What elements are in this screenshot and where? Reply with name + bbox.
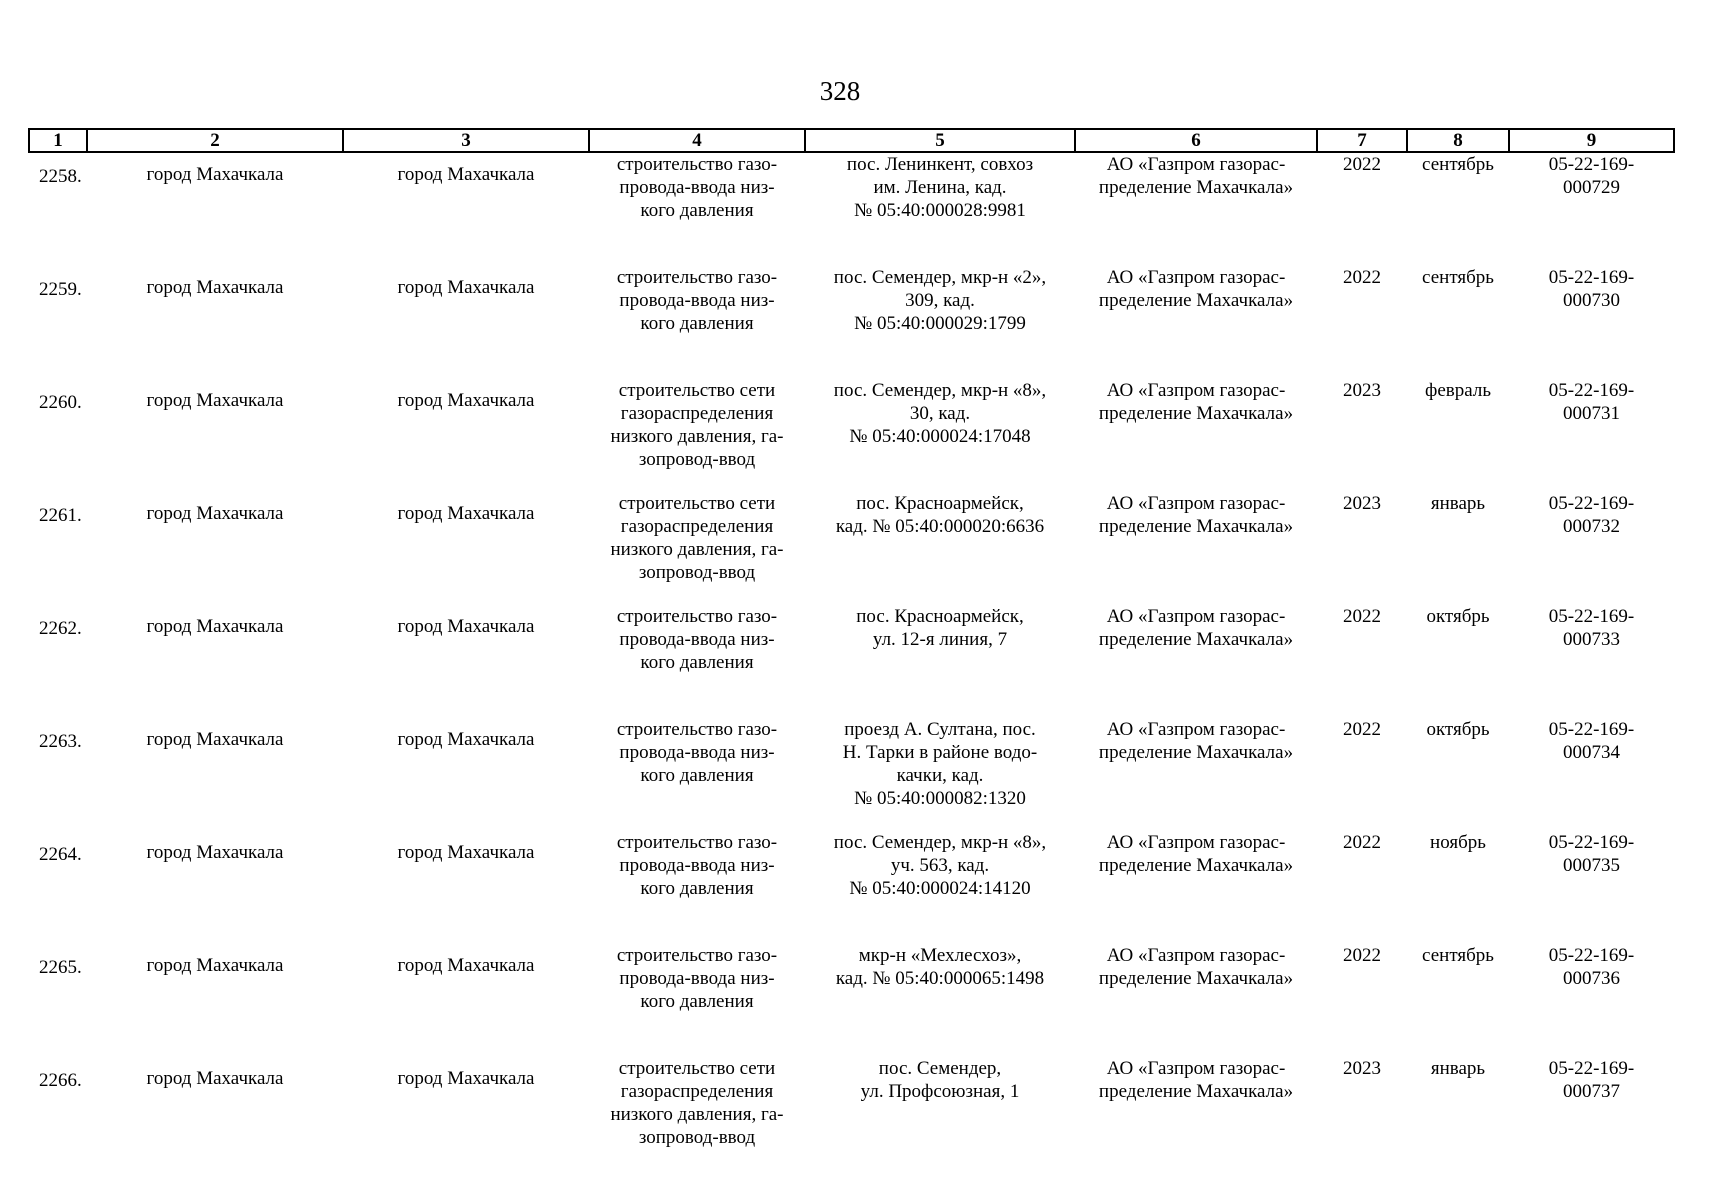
- table-row: [29, 944, 1674, 1057]
- work-description: [589, 379, 805, 492]
- object-address-line: мкр-н «Мехлесхоз»,: [858, 945, 1022, 966]
- settlement: город Махачкала: [397, 277, 535, 298]
- object-address-line: пос. Красноармейск,: [856, 493, 1024, 514]
- work-description-line: кого давления: [640, 765, 754, 786]
- column-header: 7: [1317, 129, 1407, 152]
- column-header: 8: [1407, 129, 1509, 152]
- table-row: [29, 266, 1674, 379]
- object-address-line: качки, кад.: [896, 765, 984, 786]
- row-number: 2258.: [39, 166, 82, 187]
- registry-code: [1509, 492, 1674, 605]
- column-header: 6: [1075, 129, 1317, 152]
- municipal-district: город Махачкала: [146, 503, 284, 524]
- settlement: город Махачкала: [397, 955, 535, 976]
- work-description-line: газораспределения: [620, 1081, 774, 1102]
- year: 2022: [1343, 606, 1381, 627]
- object-address-line: уч. 563, кад.: [890, 855, 990, 876]
- work-description: [589, 152, 805, 266]
- object-address-line: ул. Профсоюзная, 1: [860, 1081, 1020, 1102]
- year: 2022: [1343, 719, 1381, 740]
- table-row: [29, 152, 1674, 266]
- municipal-district: город Махачкала: [146, 729, 284, 750]
- organization-line: АО «Газпром газорас-: [1106, 493, 1286, 514]
- object-address: [805, 944, 1075, 1057]
- object-address-line: пос. Семендер,: [878, 1058, 1002, 1079]
- object-address-line: им. Ленина, кад.: [873, 177, 1007, 198]
- work-description: [589, 492, 805, 605]
- registry-code-line: 05-22-169-: [1548, 1058, 1635, 1079]
- organization-line: пределение Махачкала»: [1098, 968, 1294, 989]
- row-number: 2260.: [39, 392, 82, 413]
- organization-line: пределение Махачкала»: [1098, 403, 1294, 424]
- settlement: город Махачкала: [397, 729, 535, 750]
- registry-code: [1509, 831, 1674, 944]
- work-description: [589, 718, 805, 831]
- registry-code-line: 000737: [1563, 1081, 1620, 1102]
- settlement: город Махачкала: [397, 390, 535, 411]
- settlement: город Махачкала: [397, 1068, 535, 1089]
- work-description: [589, 1057, 805, 1170]
- registry-code: [1509, 1057, 1674, 1170]
- organization: [1075, 718, 1317, 831]
- object-address: [805, 379, 1075, 492]
- organization: [1075, 831, 1317, 944]
- work-description-line: кого давления: [640, 200, 754, 221]
- organization-line: пределение Махачкала»: [1098, 855, 1294, 876]
- work-description-line: строительство сети: [618, 493, 776, 514]
- organization-line: АО «Газпром газорас-: [1106, 154, 1286, 175]
- settlement: город Махачкала: [397, 503, 535, 524]
- column-header: 9: [1509, 129, 1674, 152]
- object-address-line: пос. Семендер, мкр-н «2»,: [833, 267, 1047, 288]
- registry-code-line: 000735: [1563, 855, 1620, 876]
- object-address-line: № 05:40:000024:14120: [849, 878, 1031, 899]
- municipal-district: город Махачкала: [146, 277, 284, 298]
- month: ноябрь: [1430, 832, 1486, 853]
- object-address-line: пос. Ленинкент, совхоз: [846, 154, 1034, 175]
- object-address-line: 30, кад.: [909, 403, 971, 424]
- registry-code-line: 000734: [1563, 742, 1620, 763]
- registry-code-line: 05-22-169-: [1548, 945, 1635, 966]
- organization: [1075, 152, 1317, 266]
- year: 2022: [1343, 267, 1381, 288]
- work-description: [589, 831, 805, 944]
- municipal-district: город Махачкала: [146, 1068, 284, 1089]
- table-row: [29, 605, 1674, 718]
- work-description-line: строительство сети: [618, 1058, 776, 1079]
- registry-code-line: 05-22-169-: [1548, 606, 1635, 627]
- year: 2023: [1343, 1058, 1381, 1079]
- year: 2022: [1343, 832, 1381, 853]
- row-number: 2263.: [39, 731, 82, 752]
- registry-code-line: 000731: [1563, 403, 1620, 424]
- work-description-line: газораспределения: [620, 403, 774, 424]
- organization: [1075, 492, 1317, 605]
- work-description-line: строительство газо-: [616, 945, 778, 966]
- registry-code-line: 05-22-169-: [1548, 719, 1635, 740]
- organization: [1075, 266, 1317, 379]
- object-address-line: № 05:40:000029:1799: [854, 313, 1026, 334]
- month: сентябрь: [1422, 945, 1494, 966]
- work-description-line: строительство газо-: [616, 267, 778, 288]
- work-description-line: строительство газо-: [616, 832, 778, 853]
- organization: [1075, 1057, 1317, 1170]
- work-description-line: провода-ввода низ-: [619, 177, 775, 198]
- work-description-line: газораспределения: [620, 516, 774, 537]
- organization-line: АО «Газпром газорас-: [1106, 380, 1286, 401]
- work-description-line: провода-ввода низ-: [619, 968, 775, 989]
- object-address: [805, 1057, 1075, 1170]
- work-description-line: зопровод-ввод: [638, 562, 756, 583]
- organization-line: АО «Газпром газорас-: [1106, 1058, 1286, 1079]
- registry-code: [1509, 266, 1674, 379]
- work-description-line: зопровод-ввод: [638, 449, 756, 470]
- object-address-line: № 05:40:000028:9981: [854, 200, 1026, 221]
- registry-code-line: 05-22-169-: [1548, 267, 1635, 288]
- object-address-line: кад. № 05:40:000065:1498: [835, 968, 1045, 989]
- organization: [1075, 379, 1317, 492]
- registry-code-line: 000732: [1563, 516, 1620, 537]
- column-header: 1: [29, 129, 87, 152]
- month: октябрь: [1426, 606, 1490, 627]
- work-description-line: провода-ввода низ-: [619, 290, 775, 311]
- object-address-line: кад. № 05:40:000020:6636: [835, 516, 1045, 537]
- object-address-line: 309, кад.: [905, 290, 975, 311]
- registry-code: [1509, 718, 1674, 831]
- organization-line: АО «Газпром газорас-: [1106, 832, 1286, 853]
- month: сентябрь: [1422, 267, 1494, 288]
- municipal-district: город Махачкала: [146, 842, 284, 863]
- work-description-line: зопровод-ввод: [638, 1127, 756, 1148]
- registry-code-line: 05-22-169-: [1548, 832, 1635, 853]
- settlement: город Махачкала: [397, 616, 535, 637]
- table-body: [29, 152, 1674, 1170]
- object-address: [805, 492, 1075, 605]
- object-address-line: ул. 12-я линия, 7: [872, 629, 1008, 650]
- registry-table: [28, 128, 1675, 1170]
- registry-code-line: 05-22-169-: [1548, 493, 1635, 514]
- work-description-line: кого давления: [640, 313, 754, 334]
- registry-code: [1509, 379, 1674, 492]
- month: сентябрь: [1422, 154, 1494, 175]
- registry-code-line: 05-22-169-: [1548, 154, 1635, 175]
- municipal-district: город Махачкала: [146, 390, 284, 411]
- organization-line: пределение Махачкала»: [1098, 1081, 1294, 1102]
- year: 2022: [1343, 945, 1381, 966]
- object-address-line: № 05:40:000024:17048: [849, 426, 1031, 447]
- organization-line: пределение Махачкала»: [1098, 742, 1294, 763]
- organization-line: АО «Газпром газорас-: [1106, 267, 1286, 288]
- object-address-line: Н. Тарки в районе водо-: [842, 742, 1038, 763]
- municipal-district: город Махачкала: [146, 164, 284, 185]
- object-address: [805, 266, 1075, 379]
- month: январь: [1430, 1058, 1486, 1079]
- object-address: [805, 831, 1075, 944]
- work-description-line: провода-ввода низ-: [619, 742, 775, 763]
- work-description-line: строительство газо-: [616, 719, 778, 740]
- registry-code: [1509, 152, 1674, 266]
- work-description: [589, 605, 805, 718]
- month: январь: [1430, 493, 1486, 514]
- column-header: 2: [87, 129, 343, 152]
- registry-code-line: 000730: [1563, 290, 1620, 311]
- table-row: [29, 831, 1674, 944]
- year: 2023: [1343, 380, 1381, 401]
- settlement: город Махачкала: [397, 842, 535, 863]
- work-description-line: низкого давления, га-: [610, 1104, 784, 1125]
- work-description-line: строительство газо-: [616, 154, 778, 175]
- work-description-line: строительство газо-: [616, 606, 778, 627]
- table-row: [29, 379, 1674, 492]
- row-number: 2262.: [39, 618, 82, 639]
- registry-code-line: 000729: [1563, 177, 1620, 198]
- object-address: [805, 718, 1075, 831]
- organization: [1075, 944, 1317, 1057]
- organization-line: пределение Махачкала»: [1098, 290, 1294, 311]
- month: октябрь: [1426, 719, 1490, 740]
- work-description-line: низкого давления, га-: [610, 539, 784, 560]
- organization-line: АО «Газпром газорас-: [1106, 945, 1286, 966]
- table-row: [29, 718, 1674, 831]
- registry-code: [1509, 944, 1674, 1057]
- table-row: [29, 1057, 1674, 1170]
- organization-line: АО «Газпром газорас-: [1106, 606, 1286, 627]
- month: февраль: [1425, 380, 1491, 401]
- year: 2023: [1343, 493, 1381, 514]
- column-header: 3: [343, 129, 589, 152]
- column-header: 4: [589, 129, 805, 152]
- registry-code-line: 000736: [1563, 968, 1620, 989]
- work-description-line: низкого давления, га-: [610, 426, 784, 447]
- work-description-line: кого давления: [640, 652, 754, 673]
- registry-code-line: 000733: [1563, 629, 1620, 650]
- object-address: [805, 152, 1075, 266]
- object-address-line: пос. Семендер, мкр-н «8»,: [833, 832, 1047, 853]
- work-description-line: кого давления: [640, 878, 754, 899]
- organization-line: пределение Махачкала»: [1098, 516, 1294, 537]
- table-row: [29, 492, 1674, 605]
- header-row: [29, 129, 1674, 152]
- object-address-line: пос. Красноармейск,: [856, 606, 1024, 627]
- work-description-line: кого давления: [640, 991, 754, 1012]
- page-number: 328: [819, 76, 861, 106]
- row-number: 2261.: [39, 505, 82, 526]
- row-number: 2265.: [39, 957, 82, 978]
- organization-line: пределение Махачкала»: [1098, 177, 1294, 198]
- column-header: 5: [805, 129, 1075, 152]
- row-number: 2259.: [39, 279, 82, 300]
- registry-code: [1509, 605, 1674, 718]
- object-address-line: пос. Семендер, мкр-н «8»,: [833, 380, 1047, 401]
- work-description-line: провода-ввода низ-: [619, 629, 775, 650]
- year: 2022: [1343, 154, 1381, 175]
- object-address-line: № 05:40:000082:1320: [854, 788, 1026, 809]
- work-description: [589, 944, 805, 1057]
- object-address-line: проезд А. Султана, пос.: [844, 719, 1036, 740]
- object-address: [805, 605, 1075, 718]
- municipal-district: город Махачкала: [146, 955, 284, 976]
- municipal-district: город Махачкала: [146, 616, 284, 637]
- work-description-line: строительство сети: [618, 380, 776, 401]
- organization: [1075, 605, 1317, 718]
- organization-line: АО «Газпром газорас-: [1106, 719, 1286, 740]
- work-description-line: провода-ввода низ-: [619, 855, 775, 876]
- organization-line: пределение Махачкала»: [1098, 629, 1294, 650]
- row-number: 2266.: [39, 1070, 82, 1091]
- work-description: [589, 266, 805, 379]
- row-number: 2264.: [39, 844, 82, 865]
- registry-code-line: 05-22-169-: [1548, 380, 1635, 401]
- settlement: город Махачкала: [397, 164, 535, 185]
